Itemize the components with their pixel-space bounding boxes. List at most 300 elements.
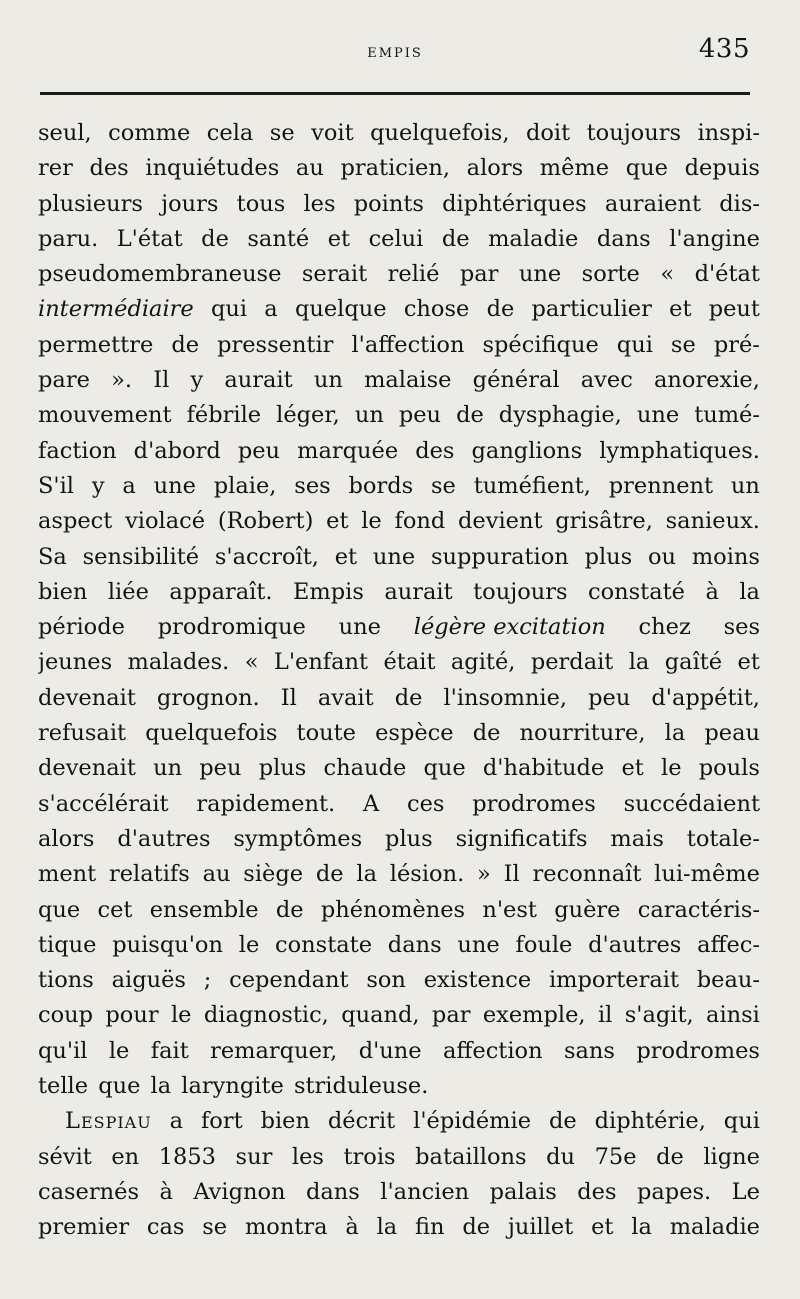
text-line [38, 363, 760, 398]
word: du [546, 1143, 576, 1170]
word: au [295, 155, 324, 182]
word: alors [38, 825, 95, 852]
text-line [38, 857, 760, 892]
word: il [597, 1002, 613, 1029]
word: serait [301, 261, 368, 288]
word: praticien, [340, 155, 451, 182]
word: la [356, 861, 377, 888]
word: ainsi [706, 1002, 760, 1029]
word: aurait [224, 367, 293, 394]
body-text [38, 116, 760, 1246]
word: lésion. [389, 861, 465, 888]
word: Avignon [193, 1178, 286, 1205]
word: la [628, 649, 650, 676]
word: le [170, 1002, 192, 1029]
word: de [441, 225, 470, 252]
word: la [664, 720, 686, 747]
word: totale- [686, 825, 760, 852]
word: marquée [297, 437, 399, 464]
text-line [38, 540, 760, 575]
word: la [376, 1214, 398, 1241]
word: moins [691, 543, 760, 570]
word: se [202, 1214, 228, 1241]
word: ces [406, 790, 445, 817]
word: était [383, 649, 436, 676]
word: dans [596, 225, 651, 252]
word: s'accroît, [214, 543, 319, 570]
word: nourriture, [519, 720, 646, 747]
text-line [38, 257, 760, 292]
word: Il [153, 367, 170, 394]
word: sensibilité [82, 543, 200, 570]
word: de [456, 402, 484, 429]
word: espèce [375, 720, 454, 747]
word: général [472, 367, 560, 394]
word: quelquefois, [370, 120, 510, 146]
word: quelque [294, 296, 387, 323]
text-line [38, 1140, 760, 1175]
word: « [244, 649, 259, 676]
word: dis- [719, 190, 760, 217]
word: malades. [127, 649, 230, 676]
word: y [91, 472, 105, 499]
word: rapidement. [196, 790, 336, 817]
word: à [705, 578, 719, 605]
word: rer [38, 155, 73, 182]
word: existence [423, 967, 532, 994]
word: celui [368, 225, 424, 252]
word: par [459, 261, 499, 288]
word: ses [294, 472, 331, 499]
word: fort [200, 1108, 243, 1135]
word: Il [280, 684, 297, 711]
word: jours [161, 190, 219, 217]
text-line [38, 716, 760, 751]
word: dans [387, 931, 442, 958]
word: et [326, 508, 349, 535]
word: mais [610, 825, 664, 852]
word: cela [206, 120, 254, 146]
word: sanieux. [665, 508, 760, 535]
word: succédaient [623, 790, 760, 817]
word: une [518, 261, 562, 288]
word: se [670, 331, 696, 358]
word: une [372, 543, 416, 570]
word: alors [466, 155, 524, 182]
word: bien [38, 578, 88, 605]
word: se [269, 120, 295, 146]
text-line [38, 292, 760, 327]
word: tique [38, 931, 97, 958]
word: une [457, 931, 500, 958]
word: ou [648, 543, 677, 570]
word: toute [296, 720, 356, 747]
word: le [661, 755, 682, 782]
text-line [38, 328, 760, 363]
word: avec [580, 367, 633, 394]
word: que [38, 896, 81, 923]
word: pré- [713, 331, 760, 358]
word: de [548, 1108, 577, 1135]
word: chaude [323, 755, 407, 782]
word: liée [107, 578, 149, 605]
text-line [38, 681, 760, 716]
word: plaie, [213, 472, 277, 499]
word: faction [38, 437, 117, 464]
word: l'angine [669, 225, 760, 252]
word: guère [554, 896, 621, 923]
word: spécifique [482, 331, 599, 358]
word: une [153, 472, 196, 499]
word: les [291, 1143, 324, 1170]
word: trois [343, 1143, 396, 1170]
word: toujours [473, 578, 568, 605]
word: ; [203, 967, 212, 994]
word: auraient [604, 190, 702, 217]
word: cependant [229, 967, 349, 994]
word: coup [38, 1002, 94, 1029]
word: ganglions [471, 437, 583, 464]
word: santé [247, 225, 310, 252]
word: dans [305, 1178, 360, 1205]
word: qui [723, 1108, 760, 1135]
word: remarquer, [210, 1037, 338, 1064]
text-line [38, 1210, 760, 1245]
word: ». [111, 367, 132, 394]
word: exemple, [482, 1002, 586, 1029]
word: suppuration [430, 543, 569, 570]
word: plus [258, 755, 307, 782]
word: un [354, 402, 384, 429]
word: prodromes [472, 790, 596, 817]
word: lui-même [654, 861, 760, 888]
word: paru. [38, 225, 99, 252]
word: caractéris- [637, 896, 760, 923]
running-head-title: EMPIS [367, 46, 423, 61]
word: d'autres [117, 825, 211, 852]
text-line [38, 751, 760, 786]
word: montra [244, 1214, 328, 1241]
text-line [38, 151, 760, 186]
word: grognon. [156, 684, 260, 711]
word: des [577, 1178, 617, 1205]
word: en [111, 1143, 140, 1170]
word: violacé [125, 508, 206, 535]
word: grisâtre, [555, 508, 653, 535]
text-line [38, 469, 760, 504]
text-line [38, 187, 760, 222]
word: aurait [384, 578, 453, 605]
word: l'épidémie [413, 1108, 532, 1135]
text-line [38, 822, 760, 857]
word: gaîté [664, 649, 723, 676]
word: de [394, 684, 423, 711]
word: casernés [38, 1178, 139, 1205]
word: une [338, 614, 381, 641]
text-line [38, 610, 760, 645]
word: symptômes [233, 825, 363, 852]
word: tuméfient, [473, 472, 591, 499]
word: qui [616, 331, 653, 358]
running-head [40, 34, 750, 66]
word: et [591, 1214, 614, 1241]
word: a [122, 472, 136, 499]
word: que [423, 755, 466, 782]
word: bien [260, 1108, 310, 1135]
word: Sa [38, 543, 67, 570]
text-line [38, 998, 760, 1033]
word: Il [503, 861, 520, 888]
word: points [353, 190, 424, 217]
word: apparaît. [169, 578, 273, 605]
word: « [660, 261, 675, 288]
word: fond [394, 508, 446, 535]
word: peut [708, 296, 760, 323]
text-line [38, 398, 760, 433]
word: lymphatiques. [599, 437, 760, 464]
word: tumé- [694, 402, 760, 429]
word: beau- [696, 967, 760, 994]
word: des [89, 155, 129, 182]
word: premier [38, 1214, 130, 1241]
word: par [431, 1002, 471, 1029]
text-line [38, 575, 760, 610]
word: maladie [669, 1214, 760, 1241]
word: devenait [38, 755, 136, 782]
word: constaté [588, 578, 685, 605]
word: permettre [38, 331, 154, 358]
word: peu [237, 437, 281, 464]
word: Le [731, 1178, 760, 1205]
word: qui [210, 296, 248, 323]
page-number: 435 [698, 34, 750, 64]
word: d'habitude [482, 755, 605, 782]
italic-phrase: intermédiaire [38, 296, 194, 323]
word: diphtériques [442, 190, 587, 217]
text-line [38, 1175, 760, 1210]
word: d'appétit, [651, 684, 760, 711]
word: inspi- [697, 120, 760, 146]
word: ses [723, 614, 760, 641]
word: voit [311, 120, 354, 146]
word: reconnaît [532, 861, 642, 888]
word: juillet [507, 1214, 574, 1241]
small-caps-name: Lespiau [65, 1108, 152, 1135]
word: 1853 [158, 1143, 216, 1170]
word: striduleuse. [293, 1073, 429, 1100]
word: particulier [531, 296, 652, 323]
word: et [737, 649, 760, 676]
word: fébrile [186, 402, 262, 429]
word: peau [704, 720, 760, 747]
word: avait [317, 684, 374, 711]
text-line [38, 504, 760, 539]
word: fin [415, 1214, 445, 1241]
word: cet [97, 896, 133, 923]
word: peu [588, 684, 631, 711]
word: à [159, 1178, 173, 1205]
word: diagnostic, [203, 1002, 329, 1029]
word: jeunes [38, 649, 113, 676]
word: le [238, 931, 260, 958]
word: sans [563, 1037, 615, 1064]
word: pare [38, 367, 90, 394]
word: L'état [116, 225, 183, 252]
word: a [169, 1108, 184, 1135]
word: n'est [482, 896, 537, 923]
word: plus [584, 543, 633, 570]
word: pseudomembraneuse [38, 261, 282, 288]
word: la [739, 578, 760, 605]
word: relié [387, 261, 440, 288]
word: phénomènes [320, 896, 466, 923]
word: bords [348, 472, 414, 499]
header-rule [40, 92, 750, 95]
word: l'ancien [380, 1178, 470, 1205]
word: d'autres [588, 931, 682, 958]
text-line [38, 928, 760, 963]
word: tous [236, 190, 286, 217]
word: significatifs [455, 825, 588, 852]
word: qu'il [38, 1037, 88, 1064]
word: depuis [684, 155, 760, 182]
word: doit [525, 120, 571, 146]
word: de [315, 861, 344, 888]
word: devient [458, 508, 543, 535]
word: prodromique [157, 614, 306, 641]
word: puisqu'on [112, 931, 223, 958]
word: pouls [698, 755, 760, 782]
word: ment [38, 861, 97, 888]
word: l'insomnie, [443, 684, 568, 711]
word: affec- [697, 931, 760, 958]
text-line [38, 1034, 760, 1069]
word: maladie [488, 225, 579, 252]
word: chose [403, 296, 470, 323]
word: de [472, 720, 501, 747]
word: s'agit, [624, 1002, 694, 1029]
word: telle [38, 1073, 89, 1100]
word: quand, [341, 1002, 420, 1029]
word: peu [199, 755, 242, 782]
word: au [202, 861, 231, 888]
word: de [171, 331, 200, 358]
word: pour [105, 1002, 159, 1029]
word: que [98, 1073, 141, 1100]
word: fait [150, 1037, 189, 1064]
word: le [108, 1037, 130, 1064]
word: diphtérie, [594, 1108, 706, 1135]
word: période [38, 614, 125, 641]
word: bataillons [415, 1143, 527, 1170]
word: de [275, 896, 304, 923]
word: agité, [450, 649, 516, 676]
word: décrit [327, 1108, 396, 1135]
word: relatifs [108, 861, 190, 888]
word: et [669, 296, 692, 323]
word: léger, [276, 402, 340, 429]
word: aiguës [111, 967, 186, 994]
word: inquiétudes [145, 155, 280, 182]
text-line [38, 1069, 760, 1104]
word: tions [38, 967, 94, 994]
word: a [264, 296, 278, 323]
word: peu [398, 402, 442, 429]
word: ensemble [149, 896, 259, 923]
word: » [477, 861, 491, 888]
word: perdait [530, 649, 614, 676]
word: pressentir [217, 331, 334, 358]
word: seul, [38, 120, 92, 146]
text-line [38, 787, 760, 822]
word: de [462, 1214, 491, 1241]
text-line [38, 434, 760, 469]
word: sur [235, 1143, 273, 1170]
word: prennent [608, 472, 714, 499]
word: mouvement [38, 402, 172, 429]
word: chez [638, 614, 691, 641]
word: comme [108, 120, 191, 146]
word: l'affection [351, 331, 465, 358]
word: dysphagie, [498, 402, 622, 429]
word: (Robert) [217, 508, 314, 535]
word: sorte [581, 261, 640, 288]
word: devenait [38, 684, 136, 711]
word: foule [515, 931, 573, 958]
word: cas [146, 1214, 185, 1241]
word: que [625, 155, 668, 182]
word: refusait [38, 720, 127, 747]
word: sévit [38, 1143, 92, 1170]
word: A [362, 790, 380, 817]
word: constate [275, 931, 373, 958]
word: même [539, 155, 610, 182]
word: aspect [38, 508, 113, 535]
word: papes. [636, 1178, 712, 1205]
word: S'il [38, 472, 74, 499]
word: des [415, 437, 455, 464]
word: L'enfant [273, 649, 369, 676]
word: anorexie, [654, 367, 760, 394]
word: et [327, 225, 351, 252]
word: quelquefois [145, 720, 278, 747]
word: une [636, 402, 680, 429]
word: prodromes [636, 1037, 760, 1064]
word: y [190, 367, 204, 394]
word: la [150, 1073, 172, 1100]
word: un [153, 755, 183, 782]
word: affection [442, 1037, 543, 1064]
word: les [303, 190, 336, 217]
word: se [431, 472, 456, 499]
word: s'accélérait [38, 790, 169, 817]
word: malaise [364, 367, 452, 394]
text-line [38, 222, 760, 257]
word: toujours [586, 120, 682, 146]
word: palais [489, 1178, 557, 1205]
text-line [38, 963, 760, 998]
text-line [38, 645, 760, 680]
word: et [334, 543, 358, 570]
word: la [631, 1214, 652, 1241]
word: plus [385, 825, 433, 852]
word: plusieurs [38, 190, 143, 217]
word: un [730, 472, 760, 499]
word: de [656, 1143, 684, 1170]
word: ligne [703, 1143, 760, 1170]
word: Empis [293, 578, 364, 605]
word: laryngite [181, 1073, 284, 1100]
